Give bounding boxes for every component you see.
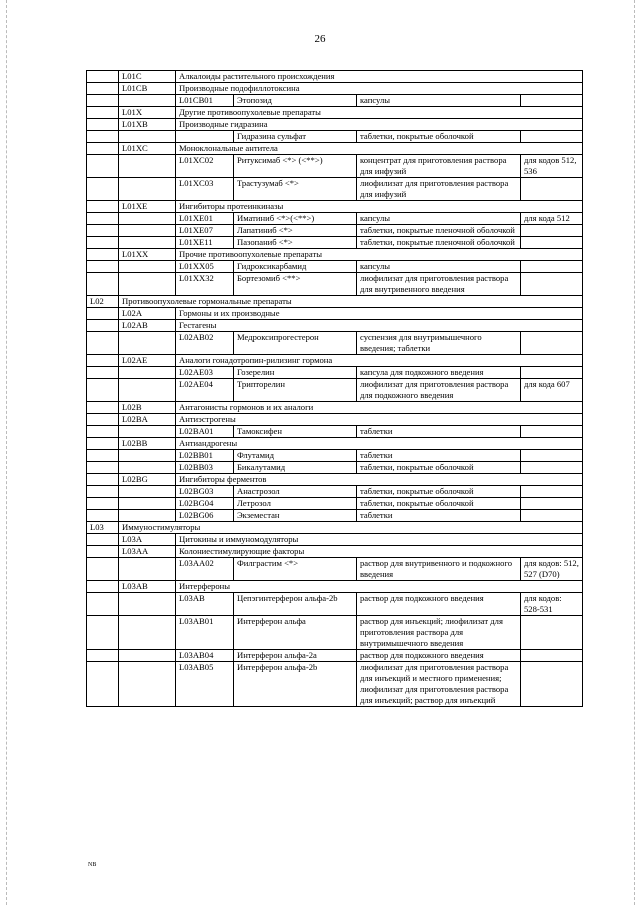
note-cell: для кода 607	[521, 379, 583, 402]
atc-subgroup-cell: L02AB	[119, 320, 176, 332]
drug-name-cell: Экземестан	[234, 510, 357, 522]
atc-code-cell: L01XE11	[176, 237, 234, 249]
table-row	[87, 225, 583, 237]
table-row	[87, 71, 583, 83]
note-cell: для кодов: 512, 527 (D70)	[521, 558, 583, 581]
note-cell	[521, 273, 583, 296]
atc-group-cell	[87, 474, 119, 486]
atc-group-cell	[87, 450, 119, 462]
atc-group-cell	[87, 510, 119, 522]
atc-subgroup-cell	[119, 261, 176, 273]
dosage-form-cell: таблетки	[357, 426, 521, 438]
atc-code-cell: Интерфероны	[176, 581, 583, 593]
dosage-form-cell: лиофилизат для приготовления раствора для подкожного введения	[357, 379, 521, 402]
note-cell	[521, 498, 583, 510]
dosage-form-cell: таблетки, покрытые оболочкой	[357, 486, 521, 498]
drug-name-cell: Анастрозол	[234, 486, 357, 498]
note-cell	[521, 616, 583, 650]
atc-code-cell: Алкалоиды растительного происхождения	[176, 71, 583, 83]
scan-edge-left	[6, 0, 7, 905]
atc-subgroup-cell	[119, 95, 176, 107]
atc-subgroup-cell	[119, 498, 176, 510]
dosage-form-cell: раствор для подкожного введения	[357, 593, 521, 616]
atc-subgroup-cell	[119, 426, 176, 438]
atc-code-cell: Ингибиторы ферментов	[176, 474, 583, 486]
table-row	[87, 320, 583, 332]
note-cell: для кодов 512, 536	[521, 155, 583, 178]
atc-code-cell: L02AE03	[176, 367, 234, 379]
atc-subgroup-cell: L02BG	[119, 474, 176, 486]
table-row	[87, 474, 583, 486]
drug-name-cell: Флутамид	[234, 450, 357, 462]
dosage-form-cell: концентрат для приготовления раствора для инфузий	[357, 155, 521, 178]
table-row	[87, 143, 583, 155]
atc-subgroup-cell: L01XC	[119, 143, 176, 155]
atc-subgroup-cell	[119, 650, 176, 662]
atc-code-cell: L01XE01	[176, 213, 234, 225]
table-row	[87, 558, 583, 581]
table-row	[87, 510, 583, 522]
atc-subgroup-cell: L02BB	[119, 438, 176, 450]
atc-subgroup-cell: L02AE	[119, 355, 176, 367]
atc-group-cell	[87, 71, 119, 83]
atc-group-cell	[87, 131, 119, 143]
atc-subgroup-cell	[119, 662, 176, 707]
atc-subgroup-cell: L01CB	[119, 83, 176, 95]
atc-code-cell: L03AB05	[176, 662, 234, 707]
page-number: 26	[314, 33, 326, 45]
atc-subgroup-cell: Иммуностимуляторы	[119, 522, 583, 534]
drug-name-cell: Иматиниб <*>(<**>)	[234, 213, 357, 225]
atc-subgroup-cell	[119, 450, 176, 462]
note-cell: для кодов: 528-531	[521, 593, 583, 616]
table-row	[87, 261, 583, 273]
atc-code-cell: L01XX32	[176, 273, 234, 296]
atc-code-cell: L03AB	[176, 593, 234, 616]
atc-code-cell: Колониестимулирующие факторы	[176, 546, 583, 558]
note-cell	[521, 510, 583, 522]
table-row	[87, 462, 583, 474]
atc-code-cell: L03AA02	[176, 558, 234, 581]
atc-group-cell	[87, 237, 119, 249]
table-row	[87, 534, 583, 546]
table-row	[87, 486, 583, 498]
atc-subgroup-cell: Противоопухолевые гормональные препараты	[119, 296, 583, 308]
dosage-form-cell: таблетки	[357, 450, 521, 462]
atc-group-cell	[87, 426, 119, 438]
note-cell	[521, 225, 583, 237]
note-cell	[521, 95, 583, 107]
atc-code-cell: L01XC02	[176, 155, 234, 178]
atc-subgroup-cell	[119, 486, 176, 498]
table-row	[87, 83, 583, 95]
atc-group-cell	[87, 261, 119, 273]
atc-subgroup-cell: L03AA	[119, 546, 176, 558]
table-row	[87, 522, 583, 534]
atc-code-cell: Ингибиторы протеинкиназы	[176, 201, 583, 213]
atc-group-cell	[87, 107, 119, 119]
table-row	[87, 155, 583, 178]
atc-code-cell: L02BB01	[176, 450, 234, 462]
atc-code-cell: Антиандрогены	[176, 438, 583, 450]
atc-code-cell: Антиэстрогены	[176, 414, 583, 426]
atc-code-cell: L02BB03	[176, 462, 234, 474]
atc-group-cell	[87, 213, 119, 225]
table-row	[87, 178, 583, 201]
atc-group-cell	[87, 83, 119, 95]
table-row	[87, 650, 583, 662]
atc-code-cell: L01CB01	[176, 95, 234, 107]
atc-group-cell	[87, 320, 119, 332]
dosage-form-cell: капсула для подкожного введения	[357, 367, 521, 379]
atc-group-cell	[87, 402, 119, 414]
table-row	[87, 296, 583, 308]
atc-subgroup-cell	[119, 131, 176, 143]
atc-group-cell: L02	[87, 296, 119, 308]
table-row	[87, 450, 583, 462]
table-row	[87, 355, 583, 367]
drug-name-cell: Трастузумаб <*>	[234, 178, 357, 201]
table-row	[87, 581, 583, 593]
scan-edge-right	[634, 0, 635, 905]
atc-subgroup-cell	[119, 225, 176, 237]
atc-group-cell	[87, 155, 119, 178]
atc-group-cell	[87, 367, 119, 379]
drug-name-cell: Тамоксифен	[234, 426, 357, 438]
table-row	[87, 379, 583, 402]
table-row	[87, 201, 583, 213]
table-row	[87, 237, 583, 249]
atc-code-cell: L02AE04	[176, 379, 234, 402]
atc-code-cell: L01XE07	[176, 225, 234, 237]
table-row	[87, 662, 583, 707]
atc-code-cell: Цитокины и иммуномодуляторы	[176, 534, 583, 546]
atc-subgroup-cell	[119, 178, 176, 201]
atc-code-cell: L03AB04	[176, 650, 234, 662]
dosage-form-cell: капсулы	[357, 213, 521, 225]
atc-subgroup-cell	[119, 616, 176, 650]
atc-subgroup-cell	[119, 237, 176, 249]
atc-subgroup-cell	[119, 273, 176, 296]
table-row	[87, 414, 583, 426]
table-row	[87, 367, 583, 379]
footer-mark: NB	[88, 862, 97, 868]
atc-subgroup-cell: L01XB	[119, 119, 176, 131]
atc-subgroup-cell	[119, 558, 176, 581]
atc-group-cell	[87, 558, 119, 581]
table-row	[87, 546, 583, 558]
atc-group-cell	[87, 498, 119, 510]
atc-group-cell	[87, 650, 119, 662]
note-cell	[521, 426, 583, 438]
note-cell	[521, 178, 583, 201]
dosage-form-cell: таблетки, покрытые оболочкой	[357, 462, 521, 474]
drug-name-cell: Трипторелин	[234, 379, 357, 402]
atc-subgroup-cell	[119, 155, 176, 178]
atc-code-cell: L03AB01	[176, 616, 234, 650]
note-cell	[521, 131, 583, 143]
drug-name-cell: Филграстим <*>	[234, 558, 357, 581]
atc-code-cell: Прочие противоопухолевые препараты	[176, 249, 583, 261]
dosage-form-cell: суспензия для внутримышечного введения; таблетки	[357, 332, 521, 355]
table-row	[87, 593, 583, 616]
atc-group-cell	[87, 201, 119, 213]
atc-subgroup-cell	[119, 332, 176, 355]
dosage-form-cell: лиофилизат для приготовления раствора для инъекций и местного применения; лиофилизат для приготовления раствора для инъекций; раствор для инъекций	[357, 662, 521, 707]
atc-subgroup-cell	[119, 367, 176, 379]
drug-name-cell: Бортезомиб <**>	[234, 273, 357, 296]
dosage-form-cell: капсулы	[357, 261, 521, 273]
atc-group-cell	[87, 119, 119, 131]
table-row	[87, 119, 583, 131]
drug-name-cell: Гидразина сульфат	[234, 131, 357, 143]
atc-group-cell	[87, 273, 119, 296]
atc-group-cell	[87, 414, 119, 426]
atc-group-cell	[87, 616, 119, 650]
atc-code-cell	[176, 131, 234, 143]
dosage-form-cell: раствор для подкожного введения	[357, 650, 521, 662]
atc-group-cell	[87, 225, 119, 237]
drug-name-cell: Этопозид	[234, 95, 357, 107]
atc-group-cell	[87, 379, 119, 402]
atc-code-cell: Антагонисты гормонов и их аналоги	[176, 402, 583, 414]
drug-name-cell: Летрозол	[234, 498, 357, 510]
atc-code-cell: Другие противоопухолевые препараты	[176, 107, 583, 119]
atc-subgroup-cell: L01C	[119, 71, 176, 83]
dosage-form-cell: раствор для внутривенного и подкожного введения	[357, 558, 521, 581]
table-row	[87, 131, 583, 143]
drug-name-cell: Гозерелин	[234, 367, 357, 379]
dosage-form-cell: раствор для инъекций; лиофилизат для приготовления раствора для внутримышечного введения	[357, 616, 521, 650]
table-row	[87, 402, 583, 414]
atc-subgroup-cell: L02BA	[119, 414, 176, 426]
drug-name-cell: Цепэгинтерферон альфа-2b	[234, 593, 357, 616]
note-cell	[521, 486, 583, 498]
dosage-form-cell: капсулы	[357, 95, 521, 107]
atc-group-cell	[87, 662, 119, 707]
atc-group-cell: L03	[87, 522, 119, 534]
table-row	[87, 332, 583, 355]
atc-subgroup-cell	[119, 462, 176, 474]
atc-code-cell: L02BG06	[176, 510, 234, 522]
note-cell	[521, 662, 583, 707]
drug-name-cell: Гидроксикарбамид	[234, 261, 357, 273]
drug-name-cell: Пазопаниб <*>	[234, 237, 357, 249]
atc-code-cell: Производные гидразина	[176, 119, 583, 131]
atc-group-cell	[87, 178, 119, 201]
note-cell	[521, 450, 583, 462]
atc-group-cell	[87, 95, 119, 107]
atc-code-cell: Производные подофиллотоксина	[176, 83, 583, 95]
atc-code-cell: L01XX05	[176, 261, 234, 273]
dosage-form-cell: таблетки, покрытые пленочной оболочкой	[357, 225, 521, 237]
atc-subgroup-cell	[119, 510, 176, 522]
atc-code-cell: L02BA01	[176, 426, 234, 438]
drug-name-cell: Медроксипрогестерон	[234, 332, 357, 355]
atc-subgroup-cell: L02A	[119, 308, 176, 320]
drug-name-cell: Интерферон альфа	[234, 616, 357, 650]
atc-group-cell	[87, 581, 119, 593]
atc-subgroup-cell	[119, 593, 176, 616]
atc-subgroup-cell: L03AB	[119, 581, 176, 593]
dosage-form-cell: лиофилизат для приготовления раствора для внутривенного введения	[357, 273, 521, 296]
table-row	[87, 308, 583, 320]
atc-group-cell	[87, 534, 119, 546]
atc-group-cell	[87, 546, 119, 558]
atc-code-cell: L01XC03	[176, 178, 234, 201]
note-cell: для кода 512	[521, 213, 583, 225]
atc-subgroup-cell: L01XE	[119, 201, 176, 213]
atc-code-cell: L02BG04	[176, 498, 234, 510]
table-row	[87, 273, 583, 296]
atc-subgroup-cell: L01XX	[119, 249, 176, 261]
atc-group-cell	[87, 332, 119, 355]
table-row	[87, 213, 583, 225]
table-row	[87, 249, 583, 261]
dosage-form-cell: таблетки, покрытые оболочкой	[357, 498, 521, 510]
note-cell	[521, 650, 583, 662]
note-cell	[521, 462, 583, 474]
atc-group-cell	[87, 355, 119, 367]
dosage-form-cell: лиофилизат для приготовления раствора для инфузий	[357, 178, 521, 201]
table-row	[87, 107, 583, 119]
atc-subgroup-cell	[119, 379, 176, 402]
note-cell	[521, 332, 583, 355]
note-cell	[521, 237, 583, 249]
dosage-form-cell: таблетки	[357, 510, 521, 522]
atc-group-cell	[87, 143, 119, 155]
atc-code-cell: Аналоги гонадотропин-рилизинг гормона	[176, 355, 583, 367]
atc-subgroup-cell: L03A	[119, 534, 176, 546]
atc-code-cell: Моноклональные антитела	[176, 143, 583, 155]
table-row	[87, 95, 583, 107]
atc-group-cell	[87, 308, 119, 320]
atc-code-cell: L02AB02	[176, 332, 234, 355]
drug-name-cell: Лапатиниб <*>	[234, 225, 357, 237]
atc-group-cell	[87, 249, 119, 261]
dosage-form-cell: таблетки, покрытые пленочной оболочкой	[357, 237, 521, 249]
atc-code-cell: Гестагены	[176, 320, 583, 332]
atc-code-cell: Гормоны и их производные	[176, 308, 583, 320]
atc-subgroup-cell: L01X	[119, 107, 176, 119]
atc-group-cell	[87, 438, 119, 450]
note-cell	[521, 367, 583, 379]
table-row	[87, 498, 583, 510]
table-row	[87, 438, 583, 450]
atc-subgroup-cell	[119, 213, 176, 225]
atc-code-cell: L02BG03	[176, 486, 234, 498]
medication-table	[86, 70, 583, 707]
atc-group-cell	[87, 486, 119, 498]
table-row	[87, 426, 583, 438]
drug-name-cell: Интерферон альфа-2а	[234, 650, 357, 662]
drug-name-cell: Ритуксимаб <*> (<**>)	[234, 155, 357, 178]
table-row	[87, 616, 583, 650]
note-cell	[521, 261, 583, 273]
drug-name-cell: Бикалутамид	[234, 462, 357, 474]
drug-name-cell: Интерферон альфа-2b	[234, 662, 357, 707]
atc-group-cell	[87, 462, 119, 474]
atc-group-cell	[87, 593, 119, 616]
dosage-form-cell: таблетки, покрытые оболочкой	[357, 131, 521, 143]
atc-subgroup-cell: L02B	[119, 402, 176, 414]
